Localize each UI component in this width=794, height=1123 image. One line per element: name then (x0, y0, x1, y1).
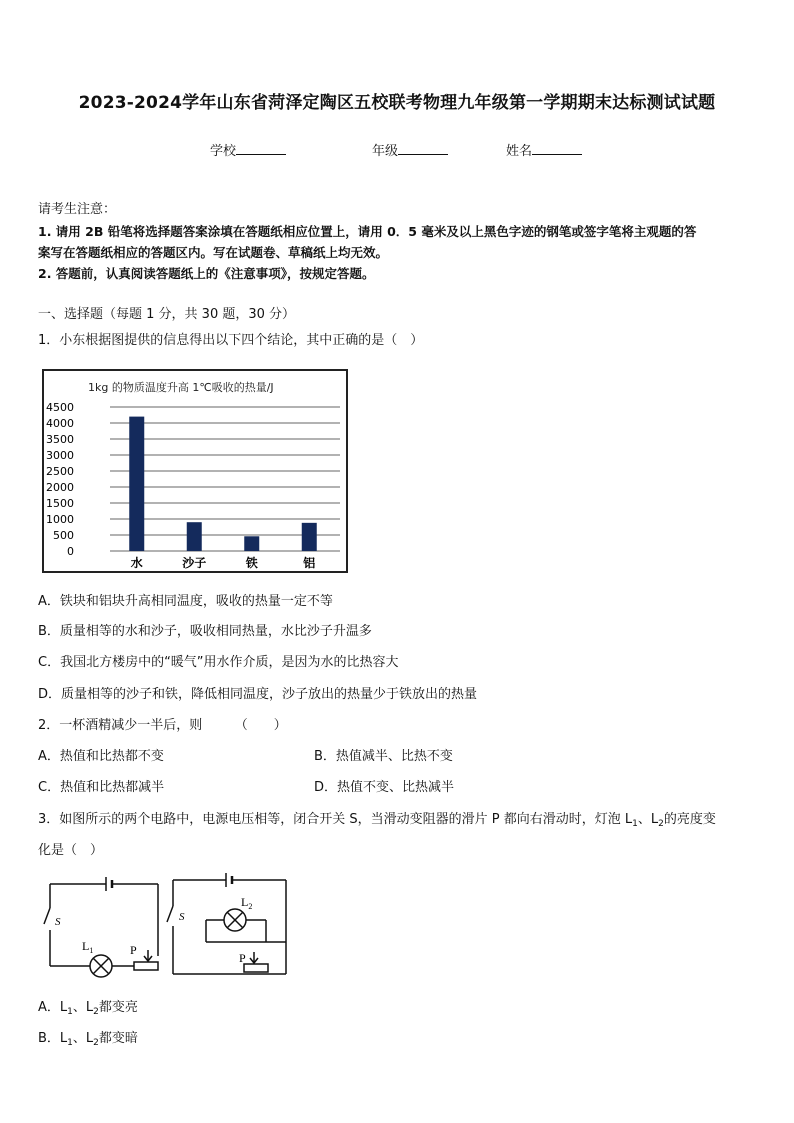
chart-bar (244, 536, 259, 551)
grade-field[interactable] (372, 140, 448, 159)
chart-y-tick-label: 2500 (46, 465, 74, 478)
q1-option-c[interactable]: C．我国北方楼房中的“暖气”用水作介质，是因为水的比热容大 (38, 655, 399, 670)
chart-bars (129, 417, 317, 551)
section-heading: 一、选择题（每题 1 分，共 30 题，30 分） (38, 307, 296, 322)
chart-y-tick-label: 500 (53, 529, 74, 542)
page-title: 2023-2024学年山东省菏泽定陶区五校联考物理九年级第一学期期末达标测试试题 (78, 93, 716, 113)
chart-y-tick-label: 3500 (46, 433, 74, 446)
q3-option-b[interactable]: B．$L_1$、$L_2$都变暗 (38, 1031, 138, 1048)
chart-y-tick-label: 2000 (46, 481, 74, 494)
chart-bar (129, 417, 144, 551)
circuit2-switch-label: S (179, 911, 185, 923)
q1-stem: 1．小东根据图提供的信息得出以下四个结论，其中正确的是（ ） (38, 333, 424, 348)
q1-option-b[interactable]: B．质量相等的水和沙子，吸收相同热量，水比沙子升温多 (38, 624, 372, 639)
school-blank[interactable] (236, 142, 286, 155)
circuit2-lamp-label: $L_2$ (241, 895, 253, 911)
chart-y-tick-label: 1500 (46, 497, 74, 510)
chart-x-tick-label: 水 (130, 556, 143, 570)
name-field[interactable] (506, 140, 582, 159)
q2-option-c[interactable]: C．热值和比热都减半 (38, 780, 165, 795)
chart-y-tick-label: 3000 (46, 449, 74, 462)
notice-item1-line2: 案写在答题纸相应的答题区内。写在试题卷、草稿纸上均无效。 (38, 245, 389, 260)
chart-y-tick-label: 1000 (46, 513, 74, 526)
school-label: 学校 (210, 144, 237, 159)
q3-stem-line2: 化是（ ） (38, 843, 104, 858)
chart-title: 1kg 的物质温度升高 1℃吸收的热量/J (88, 381, 274, 394)
chart-y-tick-label: 0 (67, 545, 74, 558)
q3-option-a[interactable]: A．$L_1$、$L_2$都变亮 (38, 1000, 138, 1017)
chart-y-tick-label: 4000 (46, 417, 74, 430)
circuit-1 (44, 877, 158, 977)
q1-bar-chart (44, 371, 346, 571)
school-field[interactable] (210, 140, 286, 159)
q1-option-a[interactable]: A．铁块和铝块升高相同温度，吸收的热量一定不等 (38, 594, 333, 609)
q3-stem-line1: 3．如图所示的两个电路中，电源电压相等，闭合开关 S，当滑动变阻器的滑片 P 都向右滑动时，灯泡 $L_1$、$L_2$的亮度变 (38, 812, 716, 829)
notice-item1-line1: 1. 请用 2B 铅笔将选择题答案涂填在答题纸相应位置上，请用 0．5 毫米及以上黑色字迹的钢笔或签字笔将主观题的答 (38, 224, 697, 239)
name-label: 姓名 (506, 144, 533, 159)
notice-item2: 2. 答题前，认真阅读答题纸上的《注意事项》，按规定答题。 (38, 266, 375, 281)
grade-label: 年级 (372, 144, 399, 159)
q2-stem: 2．一杯酒精减少一半后，则 （ ） (38, 718, 287, 733)
chart-x-tick-label: 铝 (303, 556, 316, 570)
q1-option-d[interactable]: D．质量相等的沙子和铁，降低相同温度，沙子放出的热量少于铁放出的热量 (38, 687, 478, 702)
grade-blank[interactable] (398, 142, 448, 155)
circuit1-lamp-label: $L_1$ (82, 939, 94, 955)
circuit2-slider-label: P (239, 951, 246, 965)
q3-circuits (38, 870, 298, 980)
chart-x-tick-label: 沙子 (182, 556, 207, 570)
circuit1-switch-label: S (55, 916, 61, 928)
chart-bar (302, 523, 317, 551)
chart-x-tick-label: 铁 (245, 556, 258, 570)
q2-option-d[interactable]: D．热值不变、比热减半 (314, 780, 455, 795)
chart-y-tick-labels (46, 401, 74, 558)
chart-bar (187, 522, 202, 551)
name-blank[interactable] (532, 142, 582, 155)
q1-chart-frame (42, 369, 348, 573)
chart-y-tick-label: 4500 (46, 401, 74, 414)
q2-option-a[interactable]: A．热值和比热都不变 (38, 749, 164, 764)
notice-heading: 请考生注意： (38, 202, 117, 217)
chart-x-tick-labels (131, 555, 316, 570)
circuit-2 (167, 873, 286, 974)
circuit1-slider-label: P (130, 943, 137, 957)
q2-option-b[interactable]: B．热值减半、比热不变 (314, 749, 453, 764)
